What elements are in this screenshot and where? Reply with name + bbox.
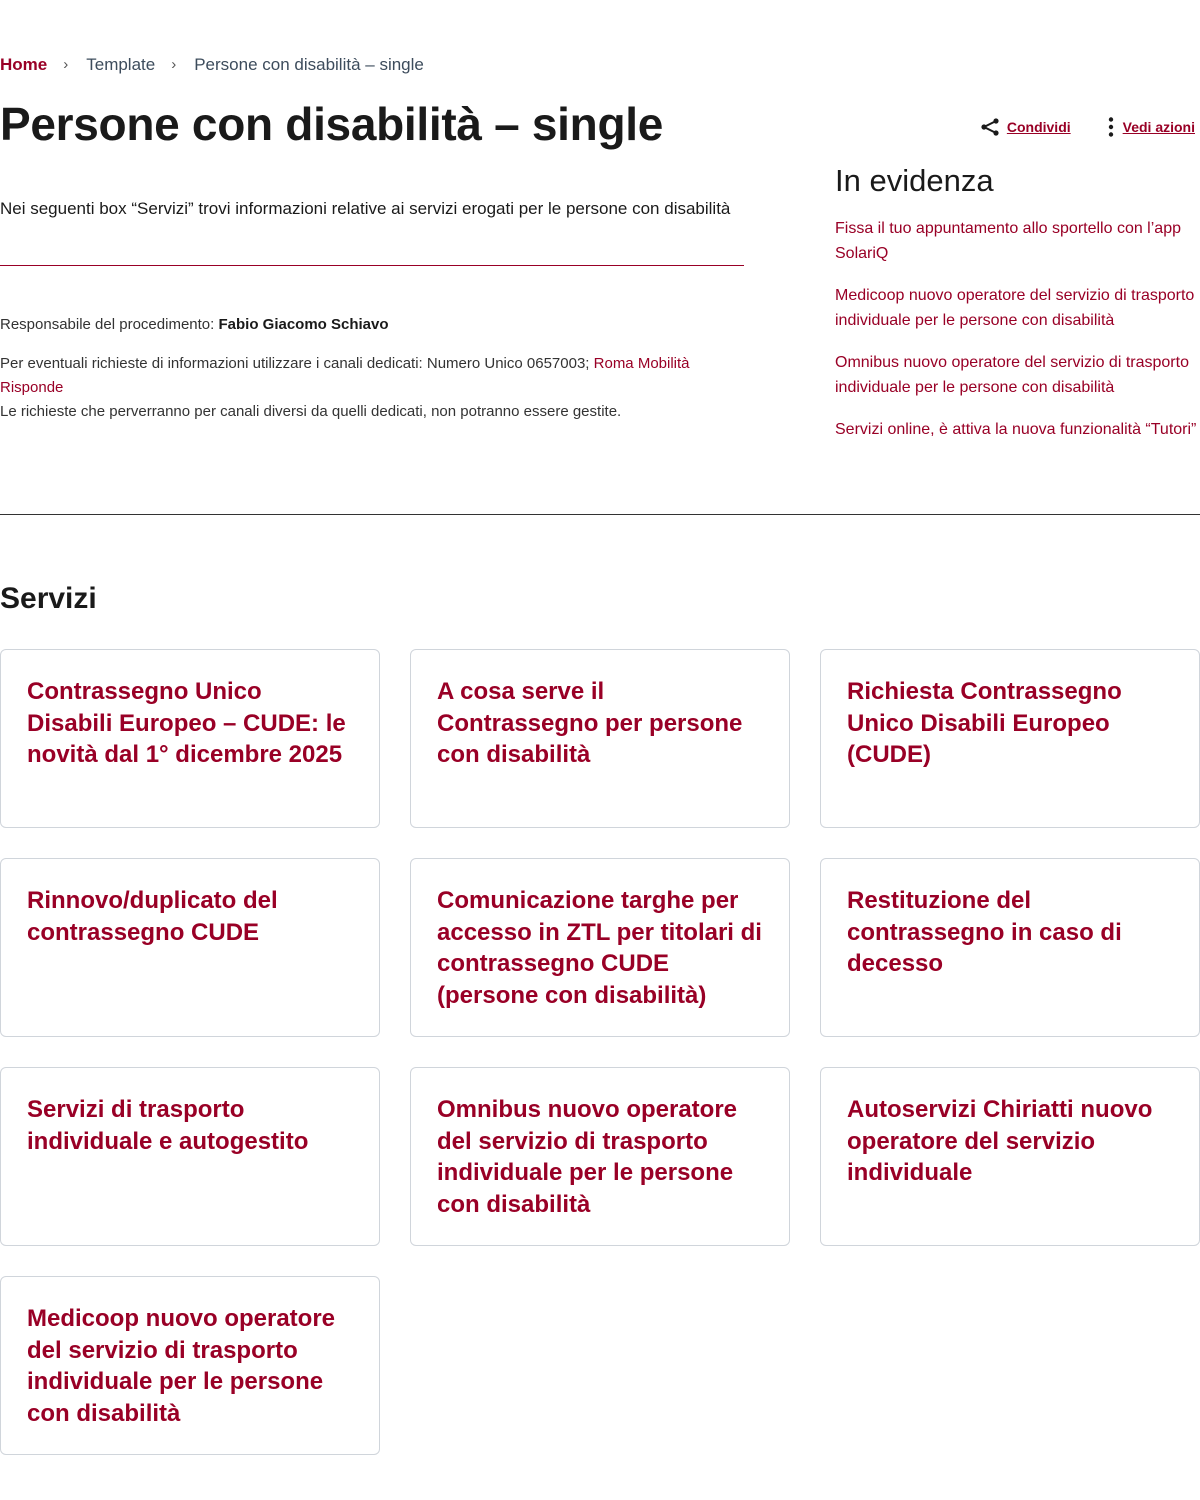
sidebar-item-omnibus[interactable]: Omnibus nuovo operatore del servizio di trasporto individuale per le persone con disabilità [835,354,1189,396]
breadcrumb-home[interactable]: Home [0,55,48,74]
service-card[interactable] [410,858,790,1037]
service-card-title: Richiesta Contrassegno Unico Disabili Europeo (CUDE) [847,678,1122,768]
page-title: Persone con disabilità – single [0,98,664,150]
service-card[interactable] [820,649,1200,828]
contact-text: Per eventuali richieste di informazioni utilizzare i canali dedicati: Numero Unico 0657003; [0,355,590,372]
contact-note: Le richieste che perverranno per canali diversi da quelli dedicati, non potranno essere gestite. [0,403,622,420]
service-card-title: Omnibus nuovo operatore del servizio di trasporto individuale per le persone con disabilità [437,1096,738,1218]
sidebar-title: In evidenza [835,163,994,198]
page-actions [979,116,1195,138]
section-divider [0,514,1200,515]
sidebar-item-tutori[interactable]: Servizi online, è attiva la nuova funzionalità “Tutori” [835,421,1197,438]
kebab-menu-icon [1105,116,1117,138]
more-actions-button[interactable] [1105,116,1195,138]
intro-divider [0,265,744,266]
service-card-title: Servizi di trasporto individuale e autogestito [27,1096,309,1155]
contact-info [0,352,740,424]
service-card[interactable] [0,1276,380,1455]
service-card[interactable] [0,858,380,1037]
responsabile-name: Fabio Giacomo Schiavo [218,316,389,333]
service-card[interactable] [0,1067,380,1246]
in-evidenza-sidebar [835,162,1200,459]
share-icon [979,117,1001,137]
breadcrumb-separator: › [171,56,177,73]
breadcrumb-template[interactable]: Template [86,55,156,74]
servizi-grid [0,649,1200,1455]
responsabile-procedimento [0,313,740,337]
service-card[interactable] [820,858,1200,1037]
breadcrumb-separator: › [63,56,69,73]
service-card-title: Restituzione del contrassegno in caso di decesso [847,887,1122,977]
more-actions-label: Vedi azioni [1122,119,1195,135]
service-card-title: Medicoop nuovo operatore del servizio di trasporto individuale per le persone con disabilità [27,1305,336,1427]
service-card[interactable] [410,1067,790,1246]
share-label: Condividi [1006,119,1071,135]
breadcrumb [0,54,424,76]
share-button[interactable] [979,117,1071,137]
service-card-title: Comunicazione targhe per accesso in ZTL per titolari di contrassegno CUDE (persone con disabilità) [437,887,762,1009]
sidebar-item-solariq[interactable]: Fissa il tuo appuntamento allo sportello con l’app SolariQ [835,220,1181,262]
service-card[interactable] [410,649,790,828]
sidebar-item-medicoop[interactable]: Medicoop nuovo operatore del servizio di trasporto individuale per le persone con disabilità [835,287,1195,329]
service-card-title: Autoservizi Chiriatti nuovo operatore del servizio individuale [847,1096,1153,1186]
service-card[interactable] [820,1067,1200,1246]
breadcrumb-current: Persone con disabilità – single [194,55,424,74]
service-card-title: Contrassegno Unico Disabili Europeo – CUDE: le novità dal 1° dicembre 2025 [27,678,346,768]
page-intro: Nei seguenti box “Servizi” trovi informazioni relative ai servizi erogati per le persone con disabilità [0,199,731,218]
sidebar-list [835,216,1200,442]
service-card[interactable] [0,649,380,828]
responsabile-label: Responsabile del procedimento: [0,316,215,333]
servizi-title: Servizi [0,582,97,615]
service-card-title: A cosa serve il Contrassegno per persone con disabilità [437,678,743,768]
roma-mobilita-link[interactable]: Roma Mobilità Risponde [0,355,690,396]
service-card-title: Rinnovo/duplicato del contrassegno CUDE [27,887,278,946]
